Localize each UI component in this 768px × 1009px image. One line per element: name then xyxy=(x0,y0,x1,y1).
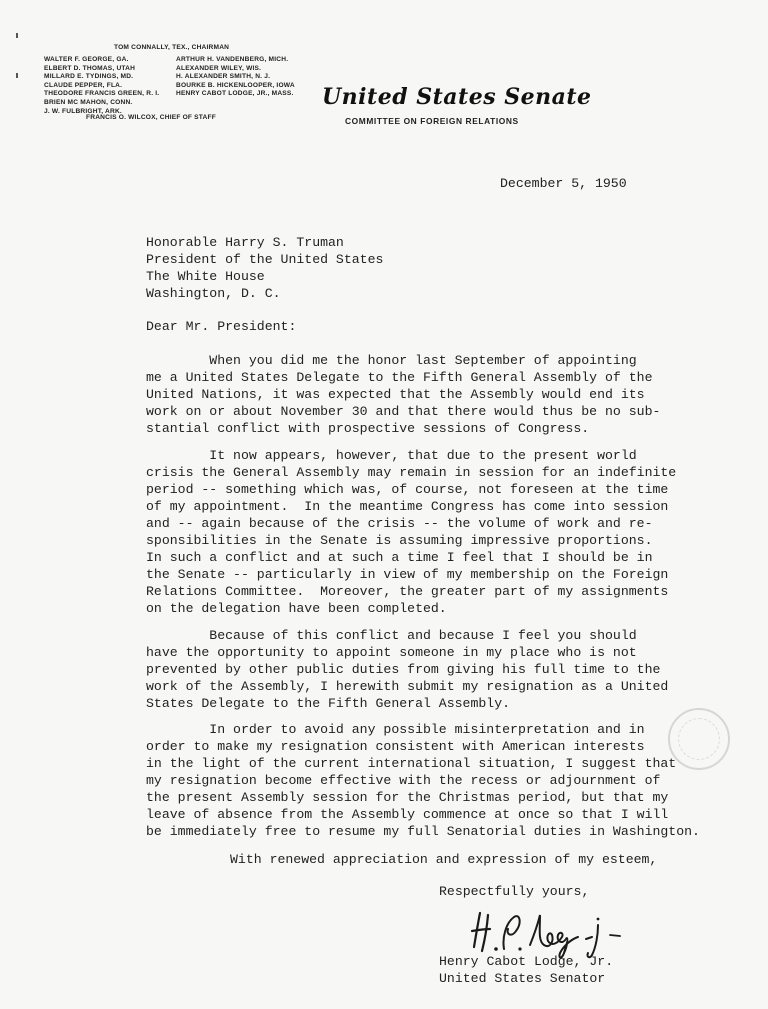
text-line: In such a conflict and at such a time I feel that I should be in xyxy=(146,550,653,565)
valediction: Respectfully yours, xyxy=(439,884,590,899)
member-name: HENRY CABOT LODGE, JR., MASS. xyxy=(176,90,294,98)
member-name: WALTER F. GEORGE, GA. xyxy=(44,56,129,63)
signature-block xyxy=(439,953,613,987)
text-line: period -- something which was, of course, not foreseen at the time xyxy=(146,482,669,497)
paragraph-3 xyxy=(146,627,746,712)
text-line: of my appointment. In the meantime Congress has come into session xyxy=(146,499,669,514)
signer-title: United States Senator xyxy=(439,971,606,986)
text-line: When you did me the honor last September of appointing xyxy=(146,353,637,368)
text-line: United Nations, it was expected that the Assembly would end its xyxy=(146,387,645,402)
letter-date: December 5, 1950 xyxy=(500,176,627,191)
address-line: President of the United States xyxy=(146,252,384,267)
letterhead-title: United States Senate xyxy=(322,84,592,110)
address-line: Washington, D. C. xyxy=(146,286,281,301)
text-line: In order to avoid any possible misinterpretation and in xyxy=(146,722,645,737)
margin-mark xyxy=(16,33,18,38)
address-line: Honorable Harry S. Truman xyxy=(146,235,344,250)
text-line: It now appears, however, that due to the present world xyxy=(146,448,637,463)
member-name: H. ALEXANDER SMITH, N. J. xyxy=(176,73,271,81)
margin-mark xyxy=(16,73,18,78)
text-line: sponsibilities in the Senate is assuming impressive proportions. xyxy=(146,533,653,548)
text-line: the present Assembly session for the Christmas period, but that my xyxy=(146,790,669,805)
text-line: work on or about November 30 and that there would thus be no sub- xyxy=(146,404,661,419)
chairman-line: TOM CONNALLY, TEX., CHAIRMAN xyxy=(114,44,230,51)
text-line: Relations Committee. Moreover, the greater part of my assignments xyxy=(146,584,669,599)
text-line: the Senate -- particularly in view of my membership on the Foreign xyxy=(146,567,669,582)
text-line: me a United States Delegate to the Fifth General Assembly of the xyxy=(146,370,653,385)
chief-of-staff-line: FRANCIS O. WILCOX, CHIEF OF STAFF xyxy=(86,114,216,121)
salutation: Dear Mr. President: xyxy=(146,319,297,334)
text-line: stantial conflict with prospective sessions of Congress. xyxy=(146,421,590,436)
member-name: MILLARD E. TYDINGS, MD. xyxy=(44,73,134,81)
paragraph-4 xyxy=(146,721,746,840)
text-line: crisis the General Assembly may remain in session for an indefinite xyxy=(146,465,677,480)
member-name: BOURKE B. HICKENLOOPER, IOWA xyxy=(176,81,295,89)
text-line: Because of this conflict and because I feel you should xyxy=(146,628,637,643)
text-line: prevented by other public duties from giving his full time to the xyxy=(146,662,661,677)
text-line: have the opportunity to appoint someone in my place who is not xyxy=(146,645,637,660)
text-line: in the light of the current international situation, I suggest that xyxy=(146,756,677,771)
member-name: ARTHUR H. VANDENBERG, MICH. xyxy=(176,56,289,63)
text-line: leave of absence from the Assembly commence at once so that I will xyxy=(146,807,669,822)
address-line: The White House xyxy=(146,269,265,284)
paragraph-1 xyxy=(146,352,746,437)
text-line: States Delegate to the Fifth General Assembly. xyxy=(146,696,511,711)
text-line: my resignation become effective with the recess or adjournment of xyxy=(146,773,661,788)
signer-name: Henry Cabot Lodge, Jr. xyxy=(439,954,614,969)
member-name: J. W. FULBRIGHT, ARK. xyxy=(44,107,122,115)
member-name: ALEXANDER WILEY, WIS. xyxy=(176,64,262,72)
text-line: and -- again because of the crisis -- the volume of work and re- xyxy=(146,516,653,531)
text-line: be immediately free to resume my full Senatorial duties in Washington. xyxy=(146,824,700,839)
member-name: CLAUDE PEPPER, FLA. xyxy=(44,81,123,89)
text-line: on the delegation have been completed. xyxy=(146,601,447,616)
text-line: work of the Assembly, I herewith submit my resignation as a United xyxy=(146,679,669,694)
member-name: ELBERT D. THOMAS, UTAH xyxy=(44,64,136,72)
committee-name: COMMITTEE ON FOREIGN RELATIONS xyxy=(345,116,519,126)
recipient-address xyxy=(146,234,383,302)
closing-line: With renewed appreciation and expression of my esteem, xyxy=(230,852,658,867)
text-line: order to make my resignation consistent with American interests xyxy=(146,739,645,754)
paragraph-2 xyxy=(146,447,746,617)
member-name: THEODORE FRANCIS GREEN, R. I. xyxy=(44,90,160,98)
member-name: BRIEN MC MAHON, CONN. xyxy=(44,98,133,106)
